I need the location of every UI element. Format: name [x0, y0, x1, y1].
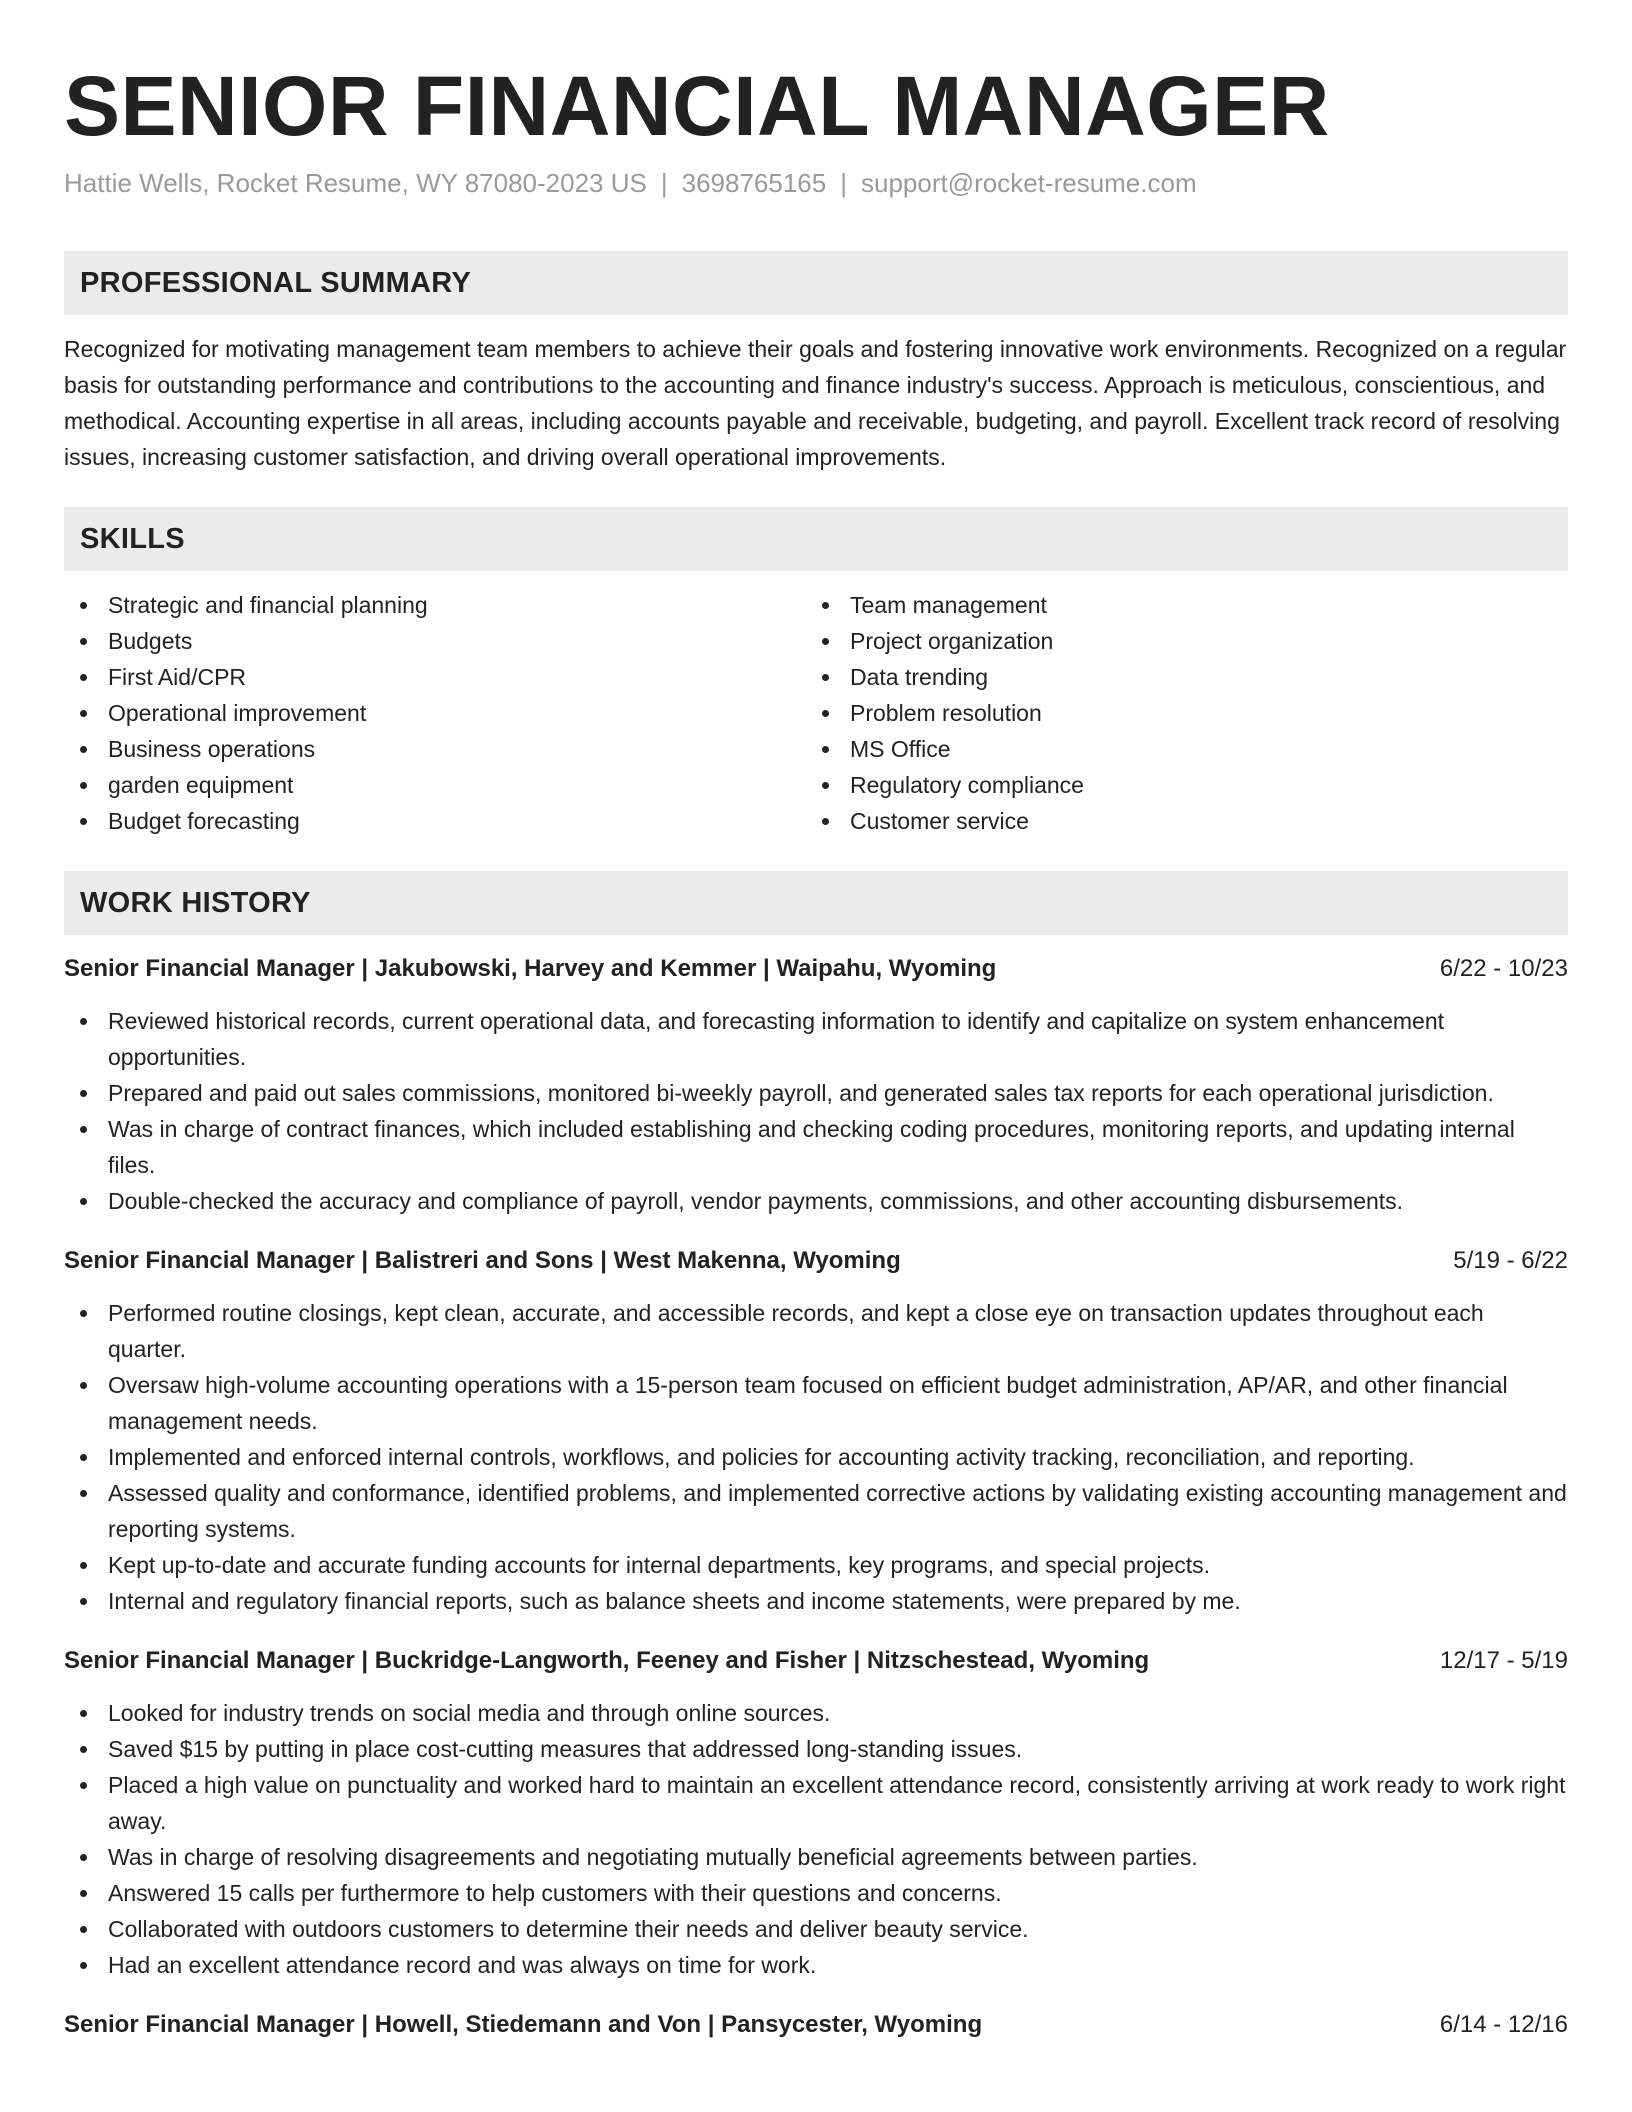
- skill-item: Budget forecasting: [64, 803, 806, 839]
- job-entry: [64, 2007, 1568, 2043]
- skill-item: garden equipment: [64, 767, 806, 803]
- summary-text: Recognized for motivating management team members to achieve their goals and fostering innovative work environments. Recognized on a regular basis for outstanding performance and contributions to the accounting and finance industry's success. Approach is meticulous, conscientious, and methodical. Accounting expertise in all areas, including accounts payable and receivable, budgeting, and payroll. Excellent track record of resolving issues, increasing customer satisfaction, and driving overall operational improvements.: [64, 336, 1567, 470]
- job-title: Senior Financial Manager | Buckridge-Langworth, Feeney and Fisher | Nitzschestead, Wyoming: [64, 1647, 1150, 1674]
- job-bullet: Saved $15 by putting in place cost-cutting measures that addressed long-standing issues.: [64, 1731, 1568, 1767]
- job-header: [64, 2007, 1568, 2043]
- work-history-section: [64, 871, 1568, 2043]
- job-bullet: Oversaw high-volume accounting operations with a 15-person team focused on efficient budget administration, AP/AR, and other financial management needs.: [64, 1367, 1568, 1439]
- section-header: [64, 507, 1568, 571]
- job-entry: [64, 951, 1568, 1219]
- job-header: [64, 1643, 1568, 1679]
- summary-heading: PROFESSIONAL SUMMARY: [80, 266, 472, 299]
- job-header: [64, 1243, 1568, 1279]
- job-bullet: Had an excellent attendance record and was always on time for work.: [64, 1947, 1568, 1983]
- section-header: [64, 871, 1568, 935]
- job-dates: 5/19 - 6/22: [1453, 1247, 1568, 1274]
- job-bullets: [64, 1695, 1568, 1983]
- job-bullet: Reviewed historical records, current operational data, and forecasting information to identify and capitalize on system enhancement opportunities.: [64, 1003, 1568, 1075]
- job-bullet: Implemented and enforced internal controls, workflows, and policies for accounting activity tracking, reconciliation, and reporting.: [64, 1439, 1568, 1475]
- job-title: Senior Financial Manager | Howell, Stiedemann and Von | Pansycester, Wyoming: [64, 2011, 983, 2038]
- section-header: [64, 251, 1568, 315]
- skill-item: Problem resolution: [806, 695, 1548, 731]
- job-bullet: Placed a high value on punctuality and worked hard to maintain an excellent attendance record, consistently arriving at work ready to work right away.: [64, 1767, 1568, 1839]
- job-bullets: [64, 1295, 1568, 1619]
- job-header: [64, 951, 1568, 987]
- skill-item: Regulatory compliance: [806, 767, 1548, 803]
- job-dates: 12/17 - 5/19: [1439, 1647, 1568, 1674]
- job-bullet: Was in charge of contract finances, which included establishing and checking coding procedures, monitoring reports, and updating internal files.: [64, 1111, 1568, 1183]
- job-bullet: Looked for industry trends on social media and through online sources.: [64, 1695, 1568, 1731]
- contact-phone: 3698765165: [681, 168, 827, 198]
- job-dates: 6/14 - 12/16: [1439, 2011, 1568, 2038]
- work-heading: WORK HISTORY: [80, 886, 311, 919]
- job-entry: [64, 1243, 1568, 1619]
- job-bullet: Assessed quality and conformance, identified problems, and implemented corrective actions by validating existing accounting management and reporting systems.: [64, 1475, 1568, 1547]
- job-list: [64, 951, 1568, 2043]
- job-bullet: Was in charge of resolving disagreements and negotiating mutually beneficial agreements between parties.: [64, 1839, 1568, 1875]
- job-dates: 6/22 - 10/23: [1439, 955, 1568, 982]
- job-title: Senior Financial Manager | Jakubowski, Harvey and Kemmer | Waipahu, Wyoming: [64, 955, 997, 982]
- job-bullet: Kept up-to-date and accurate funding accounts for internal departments, key programs, and special projects.: [64, 1547, 1568, 1583]
- skills-column-right: [806, 587, 1548, 839]
- job-bullet: Internal and regulatory financial reports, such as balance sheets and income statements, were prepared by me.: [64, 1583, 1568, 1619]
- resume-title: SENIOR FINANCIAL MANAGER: [64, 59, 1330, 153]
- job-bullet: Answered 15 calls per furthermore to help customers with their questions and concerns.: [64, 1875, 1568, 1911]
- resume-page: [64, 0, 1568, 2043]
- skill-item: First Aid/CPR: [64, 659, 806, 695]
- contact-line: [64, 166, 1568, 200]
- job-title: Senior Financial Manager | Balistreri and Sons | West Makenna, Wyoming: [64, 1247, 901, 1274]
- skill-item: Project organization: [806, 623, 1548, 659]
- skills-heading: SKILLS: [80, 522, 185, 555]
- contact-separator: |: [660, 168, 668, 198]
- skill-item: Team management: [806, 587, 1548, 623]
- contact-separator: |: [840, 168, 847, 198]
- job-bullet: Performed routine closings, kept clean, accurate, and accessible records, and kept a close eye on transaction updates throughout each quarter.: [64, 1295, 1568, 1367]
- skill-item: Strategic and financial planning: [64, 587, 806, 623]
- skills-column-left: [64, 587, 806, 839]
- skill-item: Budgets: [64, 623, 806, 659]
- skill-item: Data trending: [806, 659, 1548, 695]
- skill-item: Operational improvement: [64, 695, 806, 731]
- contact-email: support@rocket-resume.com: [861, 168, 1197, 198]
- skill-item: MS Office: [806, 731, 1548, 767]
- skill-item: Business operations: [64, 731, 806, 767]
- job-bullet: Double-checked the accuracy and compliance of payroll, vendor payments, commissions, and other accounting disbursements.: [64, 1183, 1568, 1219]
- job-entry: [64, 1643, 1568, 1983]
- skill-item: Customer service: [806, 803, 1548, 839]
- contact-address: Hattie Wells, Rocket Resume, WY 87080-2023 US: [64, 168, 647, 198]
- job-bullets: [64, 1003, 1568, 1219]
- skills-grid: [64, 587, 1568, 839]
- job-bullet: Collaborated with outdoors customers to determine their needs and deliver beauty service.: [64, 1911, 1568, 1947]
- job-bullet: Prepared and paid out sales commissions, monitored bi-weekly payroll, and generated sales tax reports for each operational jurisdiction.: [64, 1075, 1568, 1111]
- professional-summary-section: [64, 251, 1568, 475]
- skills-section: [64, 507, 1568, 839]
